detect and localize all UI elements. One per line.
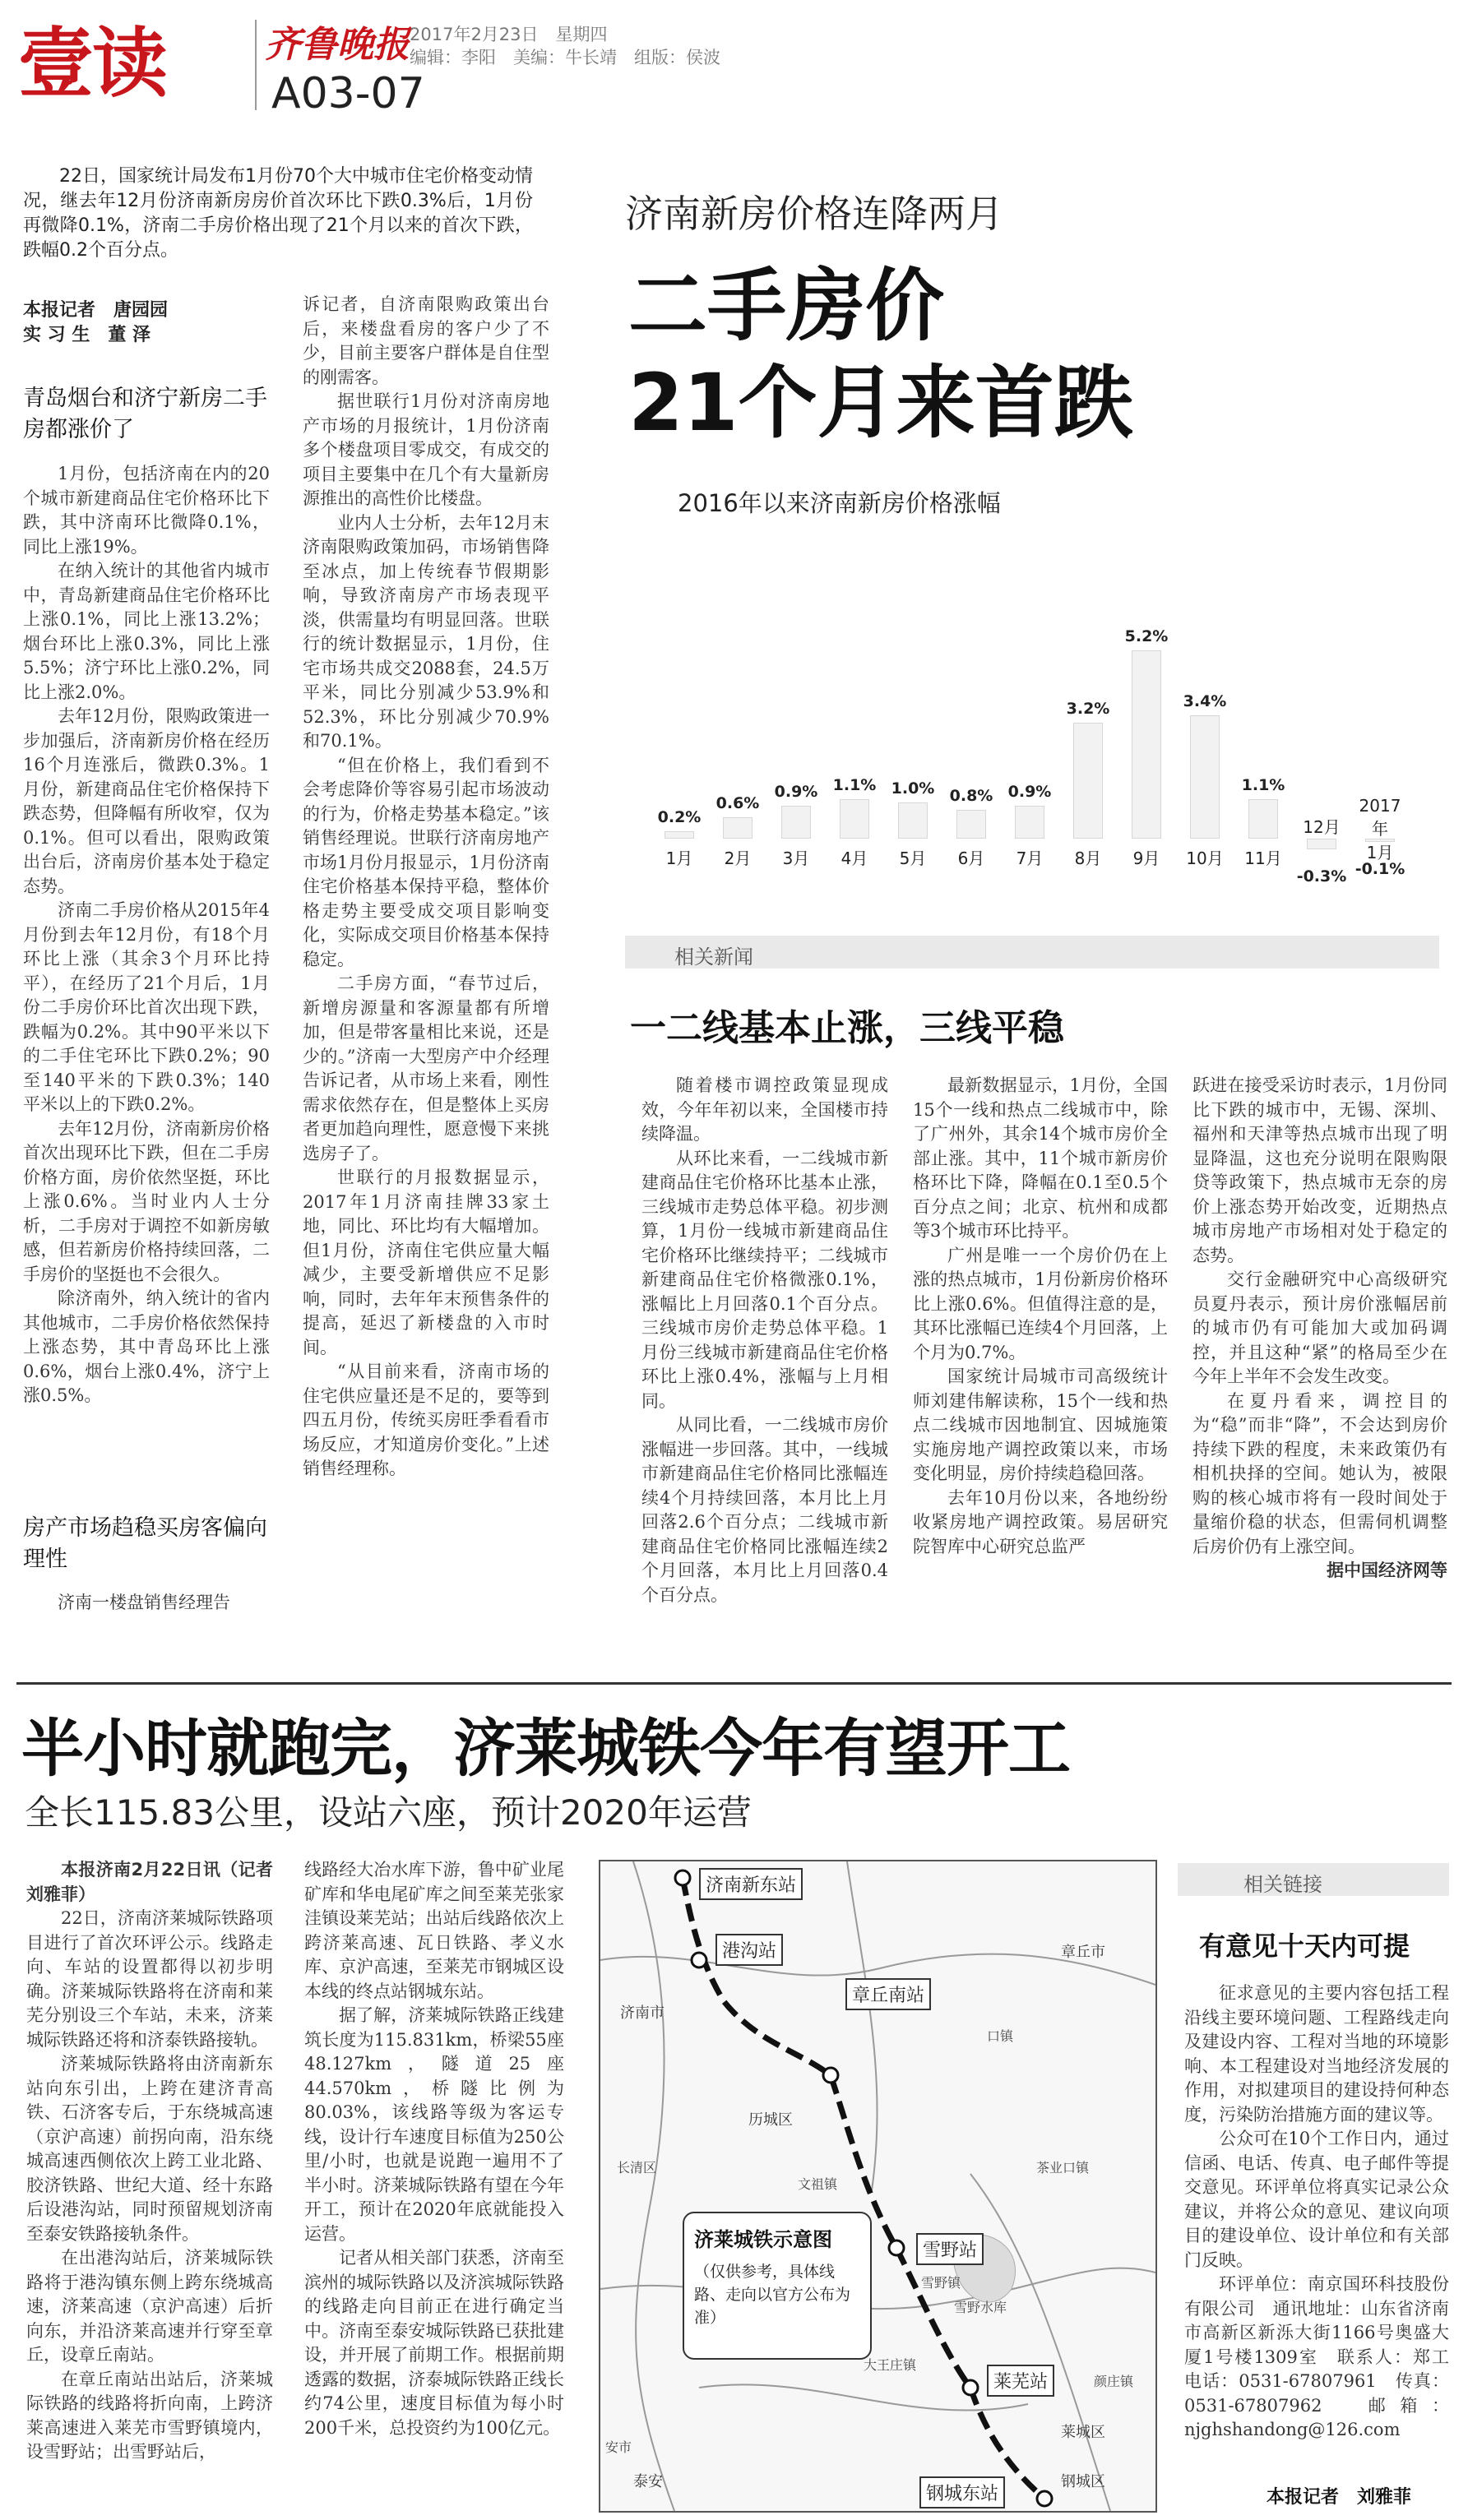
- link-credit: 本报记者 刘雅菲: [1267, 2487, 1412, 2508]
- paragraph: 在纳入统计的其他省内城市中，青岛新建商品住宅价格环比上涨0.1%，同比上涨13.2%；烟台环比上涨0.3%，同比上涨5.5%；济宁环比上涨0.2%，同比上涨2.0%。: [23, 561, 270, 702]
- paragraph: 征求意见的主要内容包括工程沿线主要环境问题、工程路线走向及建设内容、工程对当地的环境影响、本工程建设对当地经济发展的作用，对拟建项目的建设持何种态度，污染防治措施方面的建议等。: [1184, 1983, 1449, 2125]
- paragraph: 在章丘南站出站后，济莱城际铁路的线路将折向南，上跨济莱高速进入莱芜市雪野镇境内，设雪野站；出雪野站后，: [26, 2369, 273, 2462]
- paragraph: 除济南外，纳入统计的省内其他城市，二手房价格依然保持上涨态势，其中青岛环比上涨0.6%，烟台上涨0.4%，济宁上涨0.5%。: [23, 1288, 270, 1405]
- chart-bar: [1015, 806, 1044, 839]
- subhead-1: 青岛烟台和济宁新房二手房都涨价了: [23, 386, 267, 442]
- place-label: 颜庄镇: [1094, 2374, 1134, 2389]
- chart-category-label: 10月: [1186, 848, 1224, 868]
- chart-value-label: -0.1%: [1355, 860, 1405, 879]
- byline-2: 实 习 生 董 泽: [23, 325, 151, 345]
- related-label-bar: [625, 936, 1439, 969]
- paragraph: 业内人士分析，去年12月末济南限购政策加码，市场销售降至冰点，加上传统春节假期影响，导致济南房产市场表现平淡，供需量均有明显回落。世联行的统计数据显示，1月份，住宅市场共成交2088套，24.5万平米，同比分别减少53.9%和52.3%，环比分别减少70.9%和70.1%。: [303, 512, 549, 751]
- station-label: 章丘南站: [845, 1978, 931, 2010]
- related-col1: [641, 1074, 888, 1607]
- chart-bar: [781, 806, 811, 839]
- paragraph: 去年12月份，限购政策进一步加强后，济南新房价格在经历16个月连涨后，微跌0.3%。1月份，新建商品住宅价格保持下跌态势，但降幅有所收窄，仅为0.1%。但可以看出，限购政策出台后，济南房价基本处于稳定态势。: [23, 706, 270, 896]
- chart-bar: [840, 799, 869, 839]
- paragraph: 1月份，包括济南在内的20个城市新建商品住宅价格环比下跌，其中济南环比微降0.1%，同比上涨19%。: [23, 464, 270, 557]
- chart-bar: [723, 817, 753, 839]
- lead-text: 22日，国家统计局发布1月份70个大中城市住宅价格变动情况，继去年12月份济南新房房价首次环比下跌0.3%后，1月份再微降0.1%，济南二手房价格出现了21个月以来的首次下跌，跌幅0.2个百分点。: [23, 166, 533, 261]
- paragraph: 从环比来看，一二线城市新建商品住宅价格环比基本止涨，三线城市走势总体平稳。初步测算，1月份一线城市新建商品住宅价格环比继续持平；二线城市新建商品住宅价格微涨0.1%，涨幅比上月回落0.1个百分点。三线城市房价走势总体平稳。1月份三线城市新建商品住宅价格环比上涨0.4%，涨幅与上月相同。: [641, 1148, 888, 1411]
- chart-value-label: -0.3%: [1296, 867, 1347, 886]
- story2-col1: [26, 1858, 273, 2465]
- story1-kicker: 济南新房价格连降两月: [625, 192, 1003, 236]
- map-title: 济莱城铁示意图: [694, 2228, 832, 2251]
- paper-logo: 齐鲁晚报: [265, 24, 410, 66]
- chart-value-label: 0.8%: [949, 786, 993, 805]
- chart-value-label: 0.9%: [1007, 783, 1052, 802]
- story1-col2: [303, 293, 549, 1482]
- paragraph: 广州是唯一一个房价仍在上涨的热点城市，1月份新房价格环比上涨0.6%。但值得注意的是，其环比涨幅已连续4个月回落，上个月为0.7%。: [913, 1245, 1168, 1362]
- chart-bar: [1073, 723, 1103, 839]
- chart-bar: [1132, 650, 1161, 839]
- chart-bar: [665, 831, 694, 839]
- chart-value-label: 5.2%: [1124, 627, 1169, 646]
- link-label: 相关链接: [1243, 1873, 1322, 1896]
- station-label: 雪野站: [916, 2233, 984, 2265]
- chart-category-label: 9月: [1132, 848, 1160, 868]
- story1-col1-tail: [23, 1591, 270, 1616]
- chart-category-label: 4月: [841, 848, 868, 868]
- chart-bar: [1190, 715, 1220, 839]
- paragraph: 济南二手房价格从2015年4月份到去年12月份，有18个月环比上涨（其余3个月环比持平），在经历了21个月后，1月份二手房价环比首次出现下跌，跌幅为0.2%。其中90平米以下的二手住宅环比下跌0.2%；90至140平米的下跌0.3%；140平米以上的下跌0.2%。: [23, 900, 270, 1114]
- related-label: 相关新闻: [674, 946, 753, 969]
- chart-category-label: 2月: [724, 848, 752, 868]
- staff-credits: 编辑：李阳 美编：牛长靖 组版：侯波: [410, 48, 720, 67]
- section-divider: [16, 1682, 1452, 1685]
- chart-bar: [1307, 839, 1336, 849]
- paragraph: 据了解，济莱城际铁路正线建筑长度为115.831km，桥梁55座48.127km，隧道25座44.570km，桥隧比例为80.03%，该线路等级为客运专线，设计行车速度目标值为250公里/小时，也就是说跑一遍用不了半小时。济莱城际铁路有望在今年开工，预计在2020年底就能投入运营。: [304, 2005, 564, 2244]
- chart-value-label: 0.6%: [715, 793, 760, 812]
- map-note: （仅供参考，具体线路、走向以官方公布为准）: [694, 2263, 851, 2327]
- chart-value-label: 1.0%: [891, 779, 935, 798]
- map-legend-box: [683, 2212, 872, 2360]
- station-label: 港沟站: [715, 1934, 783, 1966]
- paragraph: 去年12月份，济南新房价格首次出现环比下跌，但在二手房价格方面，房价依然坚挺，环比上涨0.6%。当时业内人士分析，二手房对于调控不如新房敏感，但若新房价格持续回落，二手房价的坚挺也不会很久。: [23, 1118, 270, 1284]
- byline-1: 本报记者 唐园园: [23, 300, 169, 321]
- link-body: [1184, 1981, 1466, 2443]
- related-col3: [1192, 1074, 1447, 1584]
- place-label: 章丘市: [1061, 1944, 1105, 1961]
- chart-category-label: 6月: [957, 848, 985, 868]
- place-label: 济南市: [620, 2004, 665, 2022]
- story2-byline: 本报济南2月22日讯（记者 刘雅菲）: [26, 1860, 273, 1904]
- paragraph: 最新数据显示，1月份，全国15个一线和热点二线城市中，除了广州外，其余14个城市房价全部止涨。其中，11个城市新房价格环比下降，降幅在0.1至0.5个百分点之间；北京、杭州和成都等3个城市环比持平。: [913, 1075, 1168, 1241]
- issue-date: 2017年2月23日 星期四: [410, 25, 608, 44]
- source-credit: 据中国经济网等: [1327, 1561, 1447, 1580]
- paragraph: 去年10月份以来，各地纷纷收紧房地产调控政策。易居研究院智库中心研究总监严: [913, 1487, 1168, 1556]
- paragraph: 济莱城际铁路将由济南新东站向东引出，上跨在建济青高铁、石济客专后，于东绕城高速（京沪高速）前拐向南，沿东绕城高速西侧依次上跨工业北路、胶济铁路、世纪大道、经十东路后设港沟站，同时预留规划济南至泰安铁路接轨条件。: [26, 2054, 273, 2244]
- paragraph: 在出港沟站后，济莱城际铁路将于港沟镇东侧上跨东绕城高速，济莱高速（京沪高速）后折向东，并沿济莱高速并行穿至章丘，设章丘南站。: [26, 2248, 273, 2365]
- chart-bars: [625, 477, 1447, 913]
- place-label: 雪野水库: [954, 2300, 1007, 2315]
- place-label: 雪野镇: [921, 2275, 961, 2291]
- masthead: [0, 0, 1468, 123]
- story2-col2: [304, 1858, 564, 2440]
- paragraph: 济南一楼盘销售经理告: [58, 1593, 230, 1612]
- chart-bar: [1248, 799, 1278, 839]
- chart-bar: [956, 810, 986, 839]
- chart-category-label: 3月: [782, 848, 810, 868]
- place-label: 口镇: [987, 2028, 1014, 2044]
- paragraph: 线路经大冶水库下游，鲁中矿业尾矿库和华电尾矿库之间至莱芜张家洼镇设莱芜站；出站后线路依次上跨济莱高速、瓦日铁路、孝义水库、京沪高速，至莱芜市钢城区设本线的终点站钢城东站。: [304, 1860, 564, 2001]
- chart-category-label: 12月: [1303, 817, 1341, 837]
- station-label: 莱芜站: [987, 2365, 1054, 2397]
- place-label: 钢城区: [1061, 2473, 1105, 2490]
- chart-category-label: 7月: [1016, 848, 1044, 868]
- place-label: 大王庄镇: [864, 2357, 917, 2373]
- masthead-divider: [255, 20, 257, 110]
- chart-value-label: 1.1%: [832, 775, 877, 794]
- page-number: A03-07: [271, 69, 425, 118]
- station-label: 济南新东站: [699, 1868, 803, 1900]
- paragraph: 22日，济南济莱城际铁路项目进行了首次环评公示。线路走向、车站的设置都得以初步明确。济莱城际铁路将在济南和莱芜分别设三个车站，未来，济莱城际铁路还将和济泰铁路接轨。: [26, 1908, 273, 2050]
- paragraph: 据世联行1月份对济南房地产市场的月报统计，1月份济南多个楼盘项目零成交，有成交的项目主要集中在几个有大量新房源推出的高性价比楼盘。: [303, 391, 549, 508]
- paragraph: 在夏丹看来，调控目的为“稳”而非“降”，不会达到房价持续下跌的程度，未来政策仍有相机抉择的空间。她认为，被限购的核心城市将有一段时间处于量缩价稳的状态，但需伺机调整后房价仍有上涨空间。: [1192, 1390, 1447, 1556]
- paragraph: 环评单位：南京国环科技股份有限公司 通讯地址：山东省济南市高新区新泺大街1166号奥盛大厦1号楼1309室 联系人：郑工 电话：0531-67807961 传真：0531-67807962 邮箱：njghshandong@126.com: [1184, 2274, 1466, 2439]
- related-col2: [913, 1074, 1168, 1559]
- subhead-2: 房产市场趋稳买房客偏向理性: [23, 1515, 267, 1572]
- chart-value-label: 1.1%: [1241, 775, 1285, 794]
- story1-col1: [23, 462, 270, 1408]
- place-label: 茶业口镇: [1036, 2160, 1090, 2176]
- paragraph: 记者从相关部门获悉，济南至滨州的城际铁路以及济滨城际铁路的线路走向目前正在进行确定当中。济南至泰安城际铁路已获批建设，并开展了前期工作。根据前期透露的数据，济泰城际铁路正线长约74公里，速度目标值为每小时200千米，总投资约为100亿元。: [304, 2248, 564, 2438]
- place-label: 长清区: [617, 2160, 657, 2176]
- price-chart: [625, 477, 1447, 913]
- story1-headline-1: 二手房价: [628, 260, 944, 352]
- paragraph: 从同比看，一二线城市房价涨幅进一步回落。其中，一线城市新建商品住宅价格同比涨幅连续4个月持续回落，本月比上月回落2.6个百分点；二线城市新建商品住宅价格同比涨幅连续2个月回落，本月比上月回落0.4个百分点。: [641, 1415, 888, 1605]
- paragraph: 世联行的月报数据显示，2017年1月济南挂牌33家土地，同比、环比均有大幅增加。但1月份，济南住宅供应量大幅减少，主要受新增供应不足影响，同时，去年年末预售条件的提高，延迟了新楼盘的入市时间。: [303, 1168, 549, 1357]
- place-label: 文祖镇: [798, 2176, 838, 2192]
- paragraph: 交行金融研究中心高级研究员夏丹表示，预计房价涨幅居前的城市仍有可能加大或加码调控，并且这种“紧”的格局至少在今年上半年不会发生改变。: [1192, 1269, 1447, 1386]
- paragraph: 随着楼市调控政策显现成效，今年年初以来，全国楼市持续降温。: [641, 1075, 888, 1144]
- chart-category-label: 5月: [899, 848, 927, 868]
- chart-category-label: 11月: [1244, 848, 1282, 868]
- station-label: 钢城东站: [919, 2476, 1005, 2508]
- paragraph: “但在价格上，我们看到不会考虑降价等容易引起市场波动的行为，价格走势基本稳定。”该销售经理说。世联行济南房地产市场1月份月报显示，1月份济南住宅价格基本保持平稳，整体价格走势主要受成交项目影响变化，实际成交项目价格基本保持稳定。: [303, 755, 549, 969]
- place-label: 莱城区: [1061, 2424, 1105, 2441]
- chart-category-label: 1月: [665, 848, 693, 868]
- related-headline: 一二线基本止涨，三线平稳: [630, 1007, 1064, 1049]
- story1-headline-2: 21个月来首跌: [628, 357, 1133, 449]
- paragraph: 跃进在接受采访时表示，1月份同比下跌的城市中，无锡、深圳、福州和天津等热点城市出现了明显降温，这也充分说明在限购限贷等政策下，热点城市无奈的房价上涨态势开始改变，近期热点城市房地产市场相对处于稳定的态势。: [1192, 1075, 1447, 1265]
- paragraph: 诉记者，自济南限购政策出台后，来楼盘看房的客户少了不少，目前主要客户群体是自住型的刚需客。: [303, 294, 549, 387]
- chart-value-label: 0.2%: [657, 808, 702, 827]
- story2-subhead: 全长115.83公里，设站六座，预计2020年运营: [25, 1792, 752, 1833]
- link-headline: 有意见十天内可提: [1199, 1930, 1410, 1962]
- chart-category-label: 2017年 1月: [1359, 796, 1401, 862]
- place-label: 安市: [605, 2439, 632, 2455]
- place-label: 历城区: [748, 2111, 793, 2129]
- chart-category-label: 8月: [1074, 848, 1102, 868]
- paragraph: 国家统计局城市司高级统计师刘建伟解读称，15个一线和热点二线城市因地制宜、因城施策实施房地产调控政策以来，市场变化明显，房价持续趋稳回落。: [913, 1366, 1168, 1483]
- lead-paragraph: [23, 164, 533, 263]
- chart-value-label: 0.9%: [774, 783, 818, 802]
- section-title: 壹读: [18, 20, 167, 108]
- chart-bar: [898, 802, 928, 839]
- paragraph: 二手房方面，“春节过后，新增房源量和客源量都有所增加，但是带客量相比来说，还是少的。”济南一大型房产中介经理告诉记者，从市场上来看，刚性需求依然存在，但是整体上买房者更加趋向理性，愿意慢下来挑选房子了。: [303, 973, 549, 1163]
- story2-headline: 半小时就跑完，济莱城铁今年有望开工: [21, 1712, 1070, 1785]
- chart-value-label: 3.2%: [1066, 700, 1110, 719]
- paragraph: “从目前来看，济南市场的住宅供应量还是不足的，要等到四五月份，传统买房旺季看看市场反应，才知道房价变化。”上述销售经理称。: [303, 1362, 549, 1478]
- chart-title: 2016年以来济南新房价格涨幅: [678, 489, 1001, 517]
- paragraph: 公众可在10个工作日内，通过信函、电话、传真、电子邮件等提交意见。环评单位将真实记录公众建议，并将公众的意见、建议向项目的建设单位、设计单位和有关部门反映。: [1184, 2129, 1449, 2270]
- chart-value-label: 3.4%: [1183, 692, 1227, 711]
- place-label: 泰安: [633, 2473, 663, 2490]
- link-label-bar: [1178, 1863, 1449, 1896]
- route-map: [599, 1860, 1157, 2513]
